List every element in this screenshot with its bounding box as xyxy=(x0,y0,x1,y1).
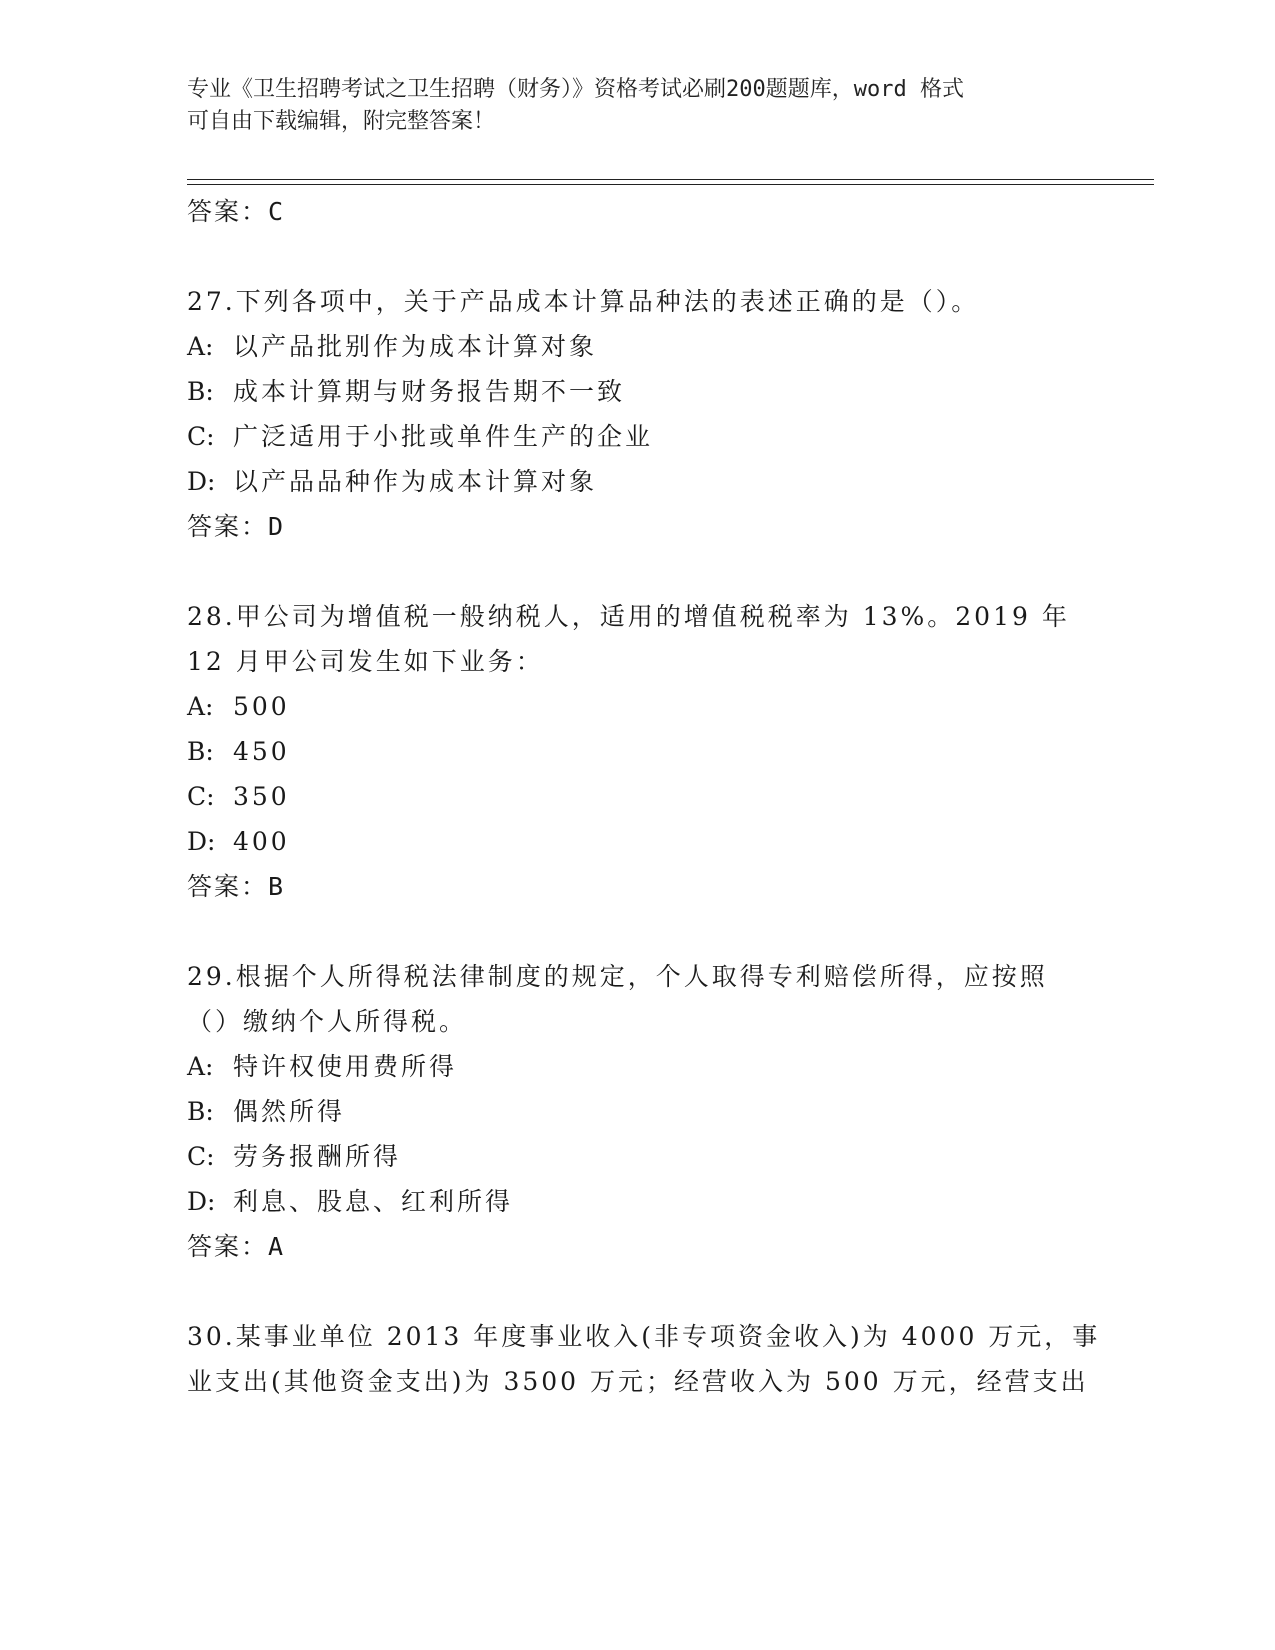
answer-value: B xyxy=(268,872,284,901)
option-letter: D: xyxy=(187,827,216,856)
option-d xyxy=(187,819,1087,864)
option-a xyxy=(187,684,1087,729)
answer-line xyxy=(187,189,1087,234)
option-text: 劳务报酬所得 xyxy=(233,1142,402,1171)
option-b xyxy=(187,729,1087,774)
option-c xyxy=(187,1134,1087,1179)
option-text: 成本计算期与财务报告期不一致 xyxy=(233,377,626,406)
option-letter: B: xyxy=(187,737,214,766)
option-text: 偶然所得 xyxy=(233,1097,346,1126)
option-letter: C: xyxy=(187,422,215,451)
question-block xyxy=(187,954,1087,1269)
spacer xyxy=(187,549,1087,594)
option-d xyxy=(187,1179,1087,1224)
option-text: 以产品品种作为成本计算对象 xyxy=(233,467,598,496)
option-a xyxy=(187,1044,1087,1089)
header-line-1: 专业《卫生招聘考试之卫生招聘（财务）》资格考试必刷200题题库，word 格式 xyxy=(187,77,964,102)
answer-line xyxy=(187,864,1087,909)
option-letter: A: xyxy=(187,1052,214,1081)
question-text-line-2: 12 月甲公司发生如下业务： xyxy=(187,647,544,676)
option-letter: C: xyxy=(187,1142,215,1171)
answer-line xyxy=(187,1224,1087,1269)
option-text: 以产品批别作为成本计算对象 xyxy=(233,332,598,361)
answer-value: A xyxy=(268,1232,284,1261)
answer-value: C xyxy=(268,197,284,226)
answer-label: 答案： xyxy=(187,1232,269,1261)
spacer xyxy=(187,234,1087,279)
option-text: 特许权使用费所得 xyxy=(233,1052,458,1081)
question-text-line-1: 29.根据个人所得税法律制度的规定，个人取得专利赔偿所得，应按照 xyxy=(187,962,1048,991)
option-c xyxy=(187,414,1087,459)
option-letter: C: xyxy=(187,782,215,811)
question-text-line-2: 业支出(其他资金支出)为 3500 万元；经营收入为 500 万元，经营支出 xyxy=(187,1367,1089,1396)
option-d xyxy=(187,459,1087,504)
option-letter: A: xyxy=(187,692,214,721)
answer-label: 答案： xyxy=(187,512,269,541)
option-text: 400 xyxy=(233,827,290,856)
question-list xyxy=(187,189,1101,1404)
question-text-line-1: 30.某事业单位 2013 年度事业收入(非专项资金收入)为 4000 万元，事 xyxy=(187,1322,1101,1351)
option-b xyxy=(187,369,1087,414)
option-text: 350 xyxy=(233,782,290,811)
answer-label: 答案： xyxy=(187,872,269,901)
question-text: 27.下列各项中，关于产品成本计算品种法的表述正确的是（）。 xyxy=(187,287,980,316)
header-line-2: 可自由下载编辑，附完整答案！ xyxy=(187,109,496,134)
answer-label: 答案： xyxy=(187,197,269,226)
option-letter: D: xyxy=(187,467,216,496)
question-text-line-2: （）缴纳个人所得税。 xyxy=(187,1007,468,1036)
question-block xyxy=(187,594,1087,909)
option-b xyxy=(187,1089,1087,1134)
option-text: 500 xyxy=(233,692,290,721)
answer-value: D xyxy=(268,512,284,541)
header-divider-top xyxy=(187,179,1154,180)
option-text: 广泛适用于小批或单件生产的企业 xyxy=(233,422,654,451)
option-letter: D: xyxy=(187,1187,216,1216)
answer-line xyxy=(187,504,1087,549)
header-divider-bottom xyxy=(187,184,1154,185)
question-block xyxy=(187,279,1087,549)
option-c xyxy=(187,774,1087,819)
spacer xyxy=(187,1269,1087,1314)
option-letter: B: xyxy=(187,377,214,406)
question-block xyxy=(187,1314,1101,1404)
option-a xyxy=(187,324,1087,369)
question-text-line-1: 28.甲公司为增值税一般纳税人，适用的增值税税率为 13%。2019 年 xyxy=(187,602,1070,631)
option-text: 450 xyxy=(233,737,290,766)
page-header xyxy=(187,74,1067,138)
spacer xyxy=(187,909,1087,954)
option-letter: A: xyxy=(187,332,214,361)
option-text: 利息、股息、红利所得 xyxy=(233,1187,514,1216)
option-letter: B: xyxy=(187,1097,214,1126)
